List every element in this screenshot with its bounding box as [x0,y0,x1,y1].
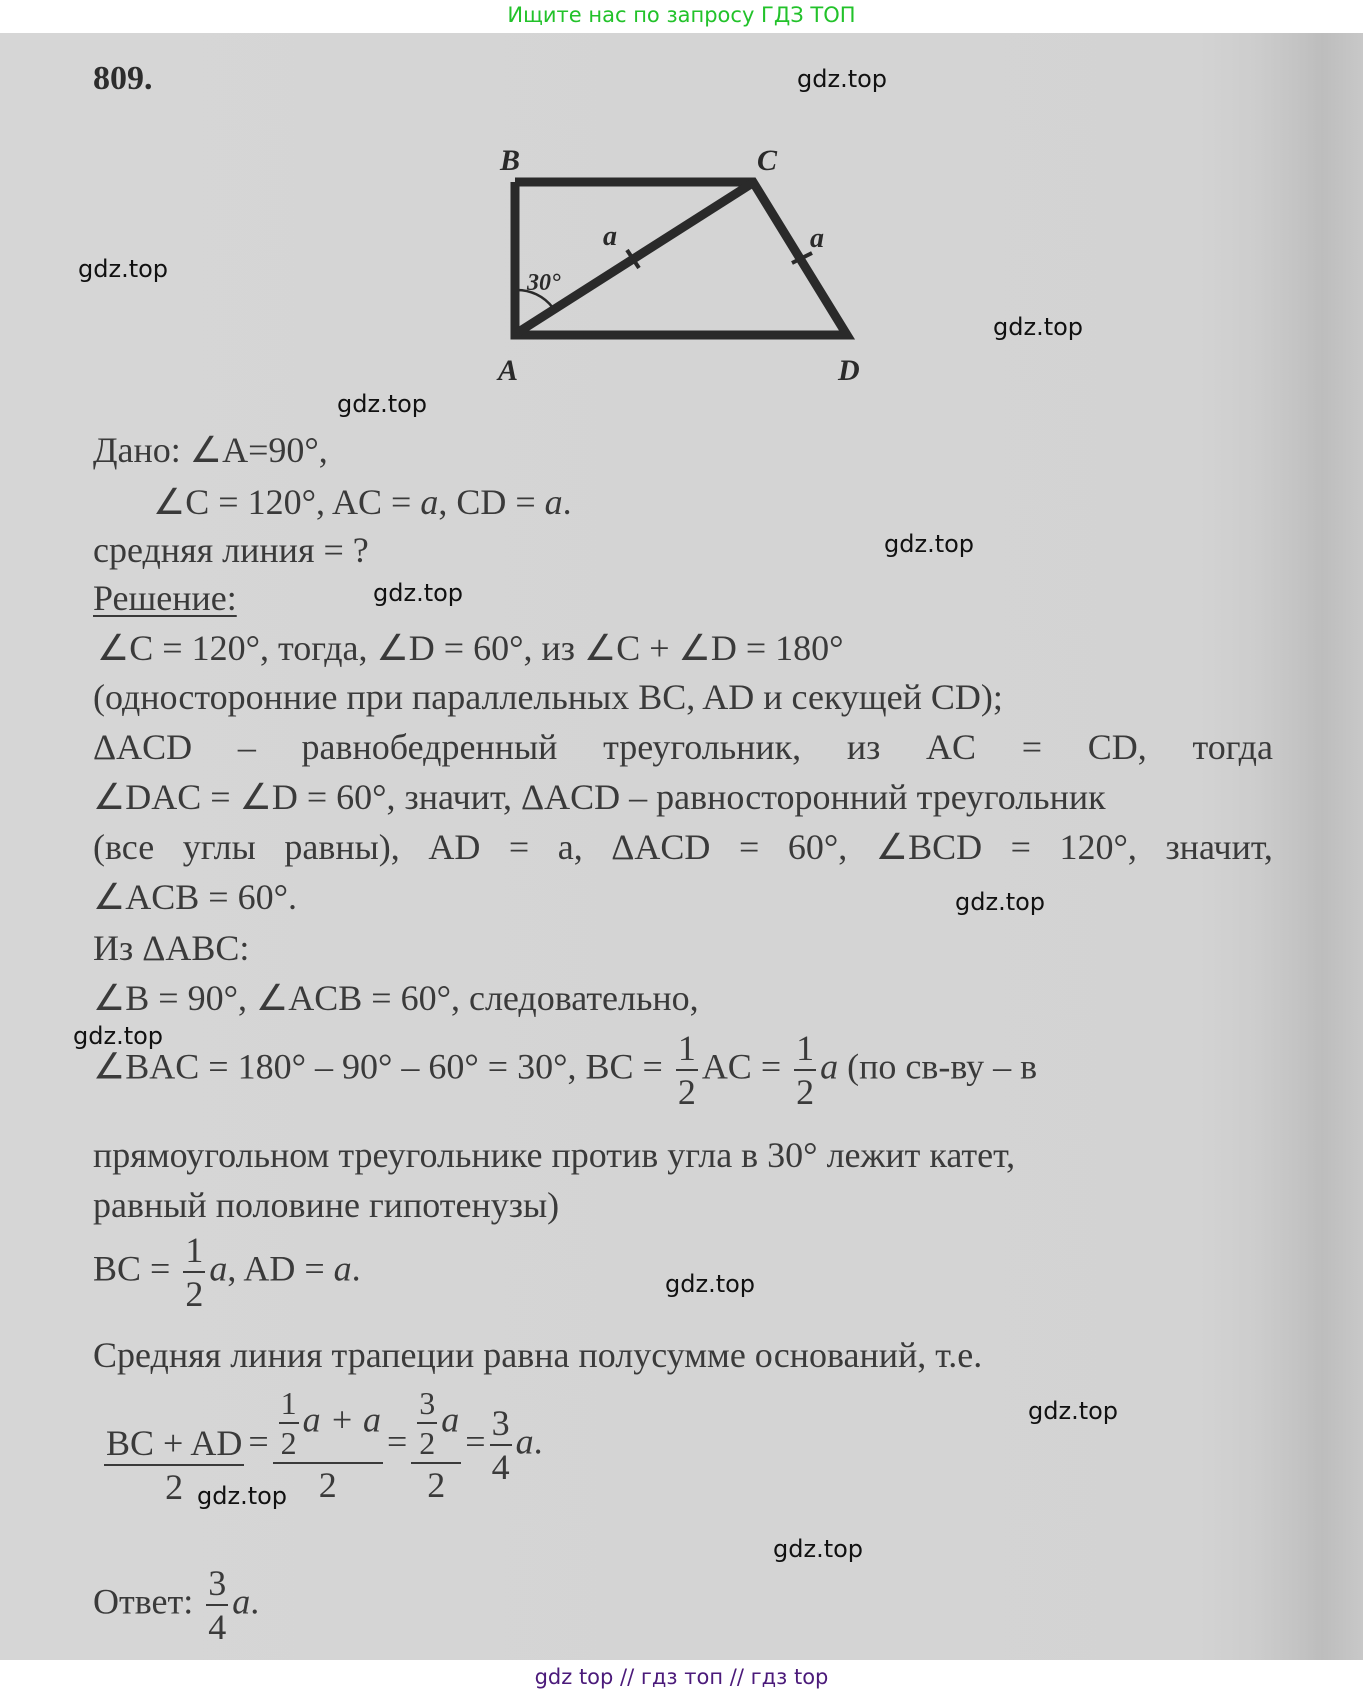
watermark: gdz.top [884,530,975,558]
watermark: gdz.top [373,579,464,607]
given-line-1: Дано: ∠A=90°, [93,430,328,470]
watermark: gdz.top [1028,1397,1119,1425]
trapezoid-diagram [495,140,875,390]
solution-line-5: (все углы равны), AD = a, ΔACD = 60°, ∠BCD = 120°, значит, [93,827,1273,867]
watermark: gdz.top [797,65,888,93]
solution-line-1: ∠C = 120°, тогда, ∠D = 60°, из ∠C + ∠D = 180° [97,628,844,668]
vertex-label-b: B [500,144,521,177]
solution-line-11: равный половине гипотенузы) [93,1185,560,1225]
angle-label: 30° [527,270,561,296]
side-label-cd: a [810,223,824,254]
solution-line-4: ∠DAC = ∠D = 60°, значит, ΔACD – равносторонний треугольник [93,777,1106,817]
bottom-banner: gdz top // гдз топ // гдз top [0,1660,1363,1694]
trapezoid-figure [495,140,875,390]
fraction-three-halves-a-over-2: $\frac{3}{2}$ a 2 [411,1387,461,1503]
fraction-bc-ad-over-2: $\frac{BC + AD}{2}$ [106,1423,243,1507]
side-label-ac: a [603,221,617,252]
solution-line-2: (односторонние при параллельных BC, AD и секущей CD); [93,677,1003,717]
watermark: gdz.top [73,1022,164,1050]
fraction-one-half: $\frac{1}{2}$ [185,1230,204,1314]
fraction-one-half: $\frac{1}{2}$ [796,1028,815,1112]
watermark: gdz.top [993,313,1084,341]
solution-line-9: ∠BAC = 180° – 90° – 60° = 30°, BC = $\frac{1}{2}$ AC = $\frac{1}{2}$ a (по св-ву – в [93,1028,1038,1112]
vertex-label-d: D [838,354,860,387]
watermark: gdz.top [773,1535,864,1563]
watermark: gdz.top [337,390,428,418]
top-banner: Ищите нас по запросу ГДЗ ТОП [0,0,1363,33]
answer-line: Ответ: $\frac{3}{4}$ a. [93,1563,260,1647]
vertex-label-a: A [498,354,519,387]
watermark: gdz.top [197,1482,288,1510]
solution-line-7: Из ΔABC: [93,928,250,968]
solution-line-8: ∠B = 90°, ∠ACB = 60°, следовательно, [93,978,699,1018]
solution-line-3: ΔACD – равнобедренный треугольник, из AC = CD, тогда [93,727,1273,767]
solution-line-13: Средняя линия трапеции равна полусумме оснований, т.е. [93,1335,983,1375]
fraction-three-quarters: $\frac{3}{4}$ [491,1403,510,1487]
watermark: gdz.top [955,888,1046,916]
watermark: gdz.top [665,1270,756,1298]
solution-heading: Решение: [93,578,237,618]
fraction-one-half: $\frac{1}{2}$ [677,1028,696,1112]
given-line-2: ∠C = 120°, AC = a, CD = a. [153,482,572,522]
answer-fraction: $\frac{3}{4}$ [208,1563,227,1647]
given-line-3: средняя линия = ? [93,530,369,570]
watermark: gdz.top [78,255,169,283]
problem-number: 809. [93,60,153,97]
midline-formula: $\frac{BC + AD}{2}$ = $\frac{1}{2}$ a + a 2 = $\frac{3}{2}$ a 2 = $\frac{3}{4}$ a. [106,1385,543,1507]
vertex-label-c: C [757,144,778,177]
answer-label: Ответ: [93,1581,194,1622]
solution-line-10: прямоугольном треугольнике против угла в 30° лежит катет, [93,1135,1016,1175]
solution-line-6: ∠ACB = 60°. [93,877,297,917]
fraction-half-a-plus-a-over-2: $\frac{1}{2}$ a + a 2 [273,1387,383,1503]
solution-line-12: BC = $\frac{1}{2}$ a, AD = a. [93,1230,361,1314]
